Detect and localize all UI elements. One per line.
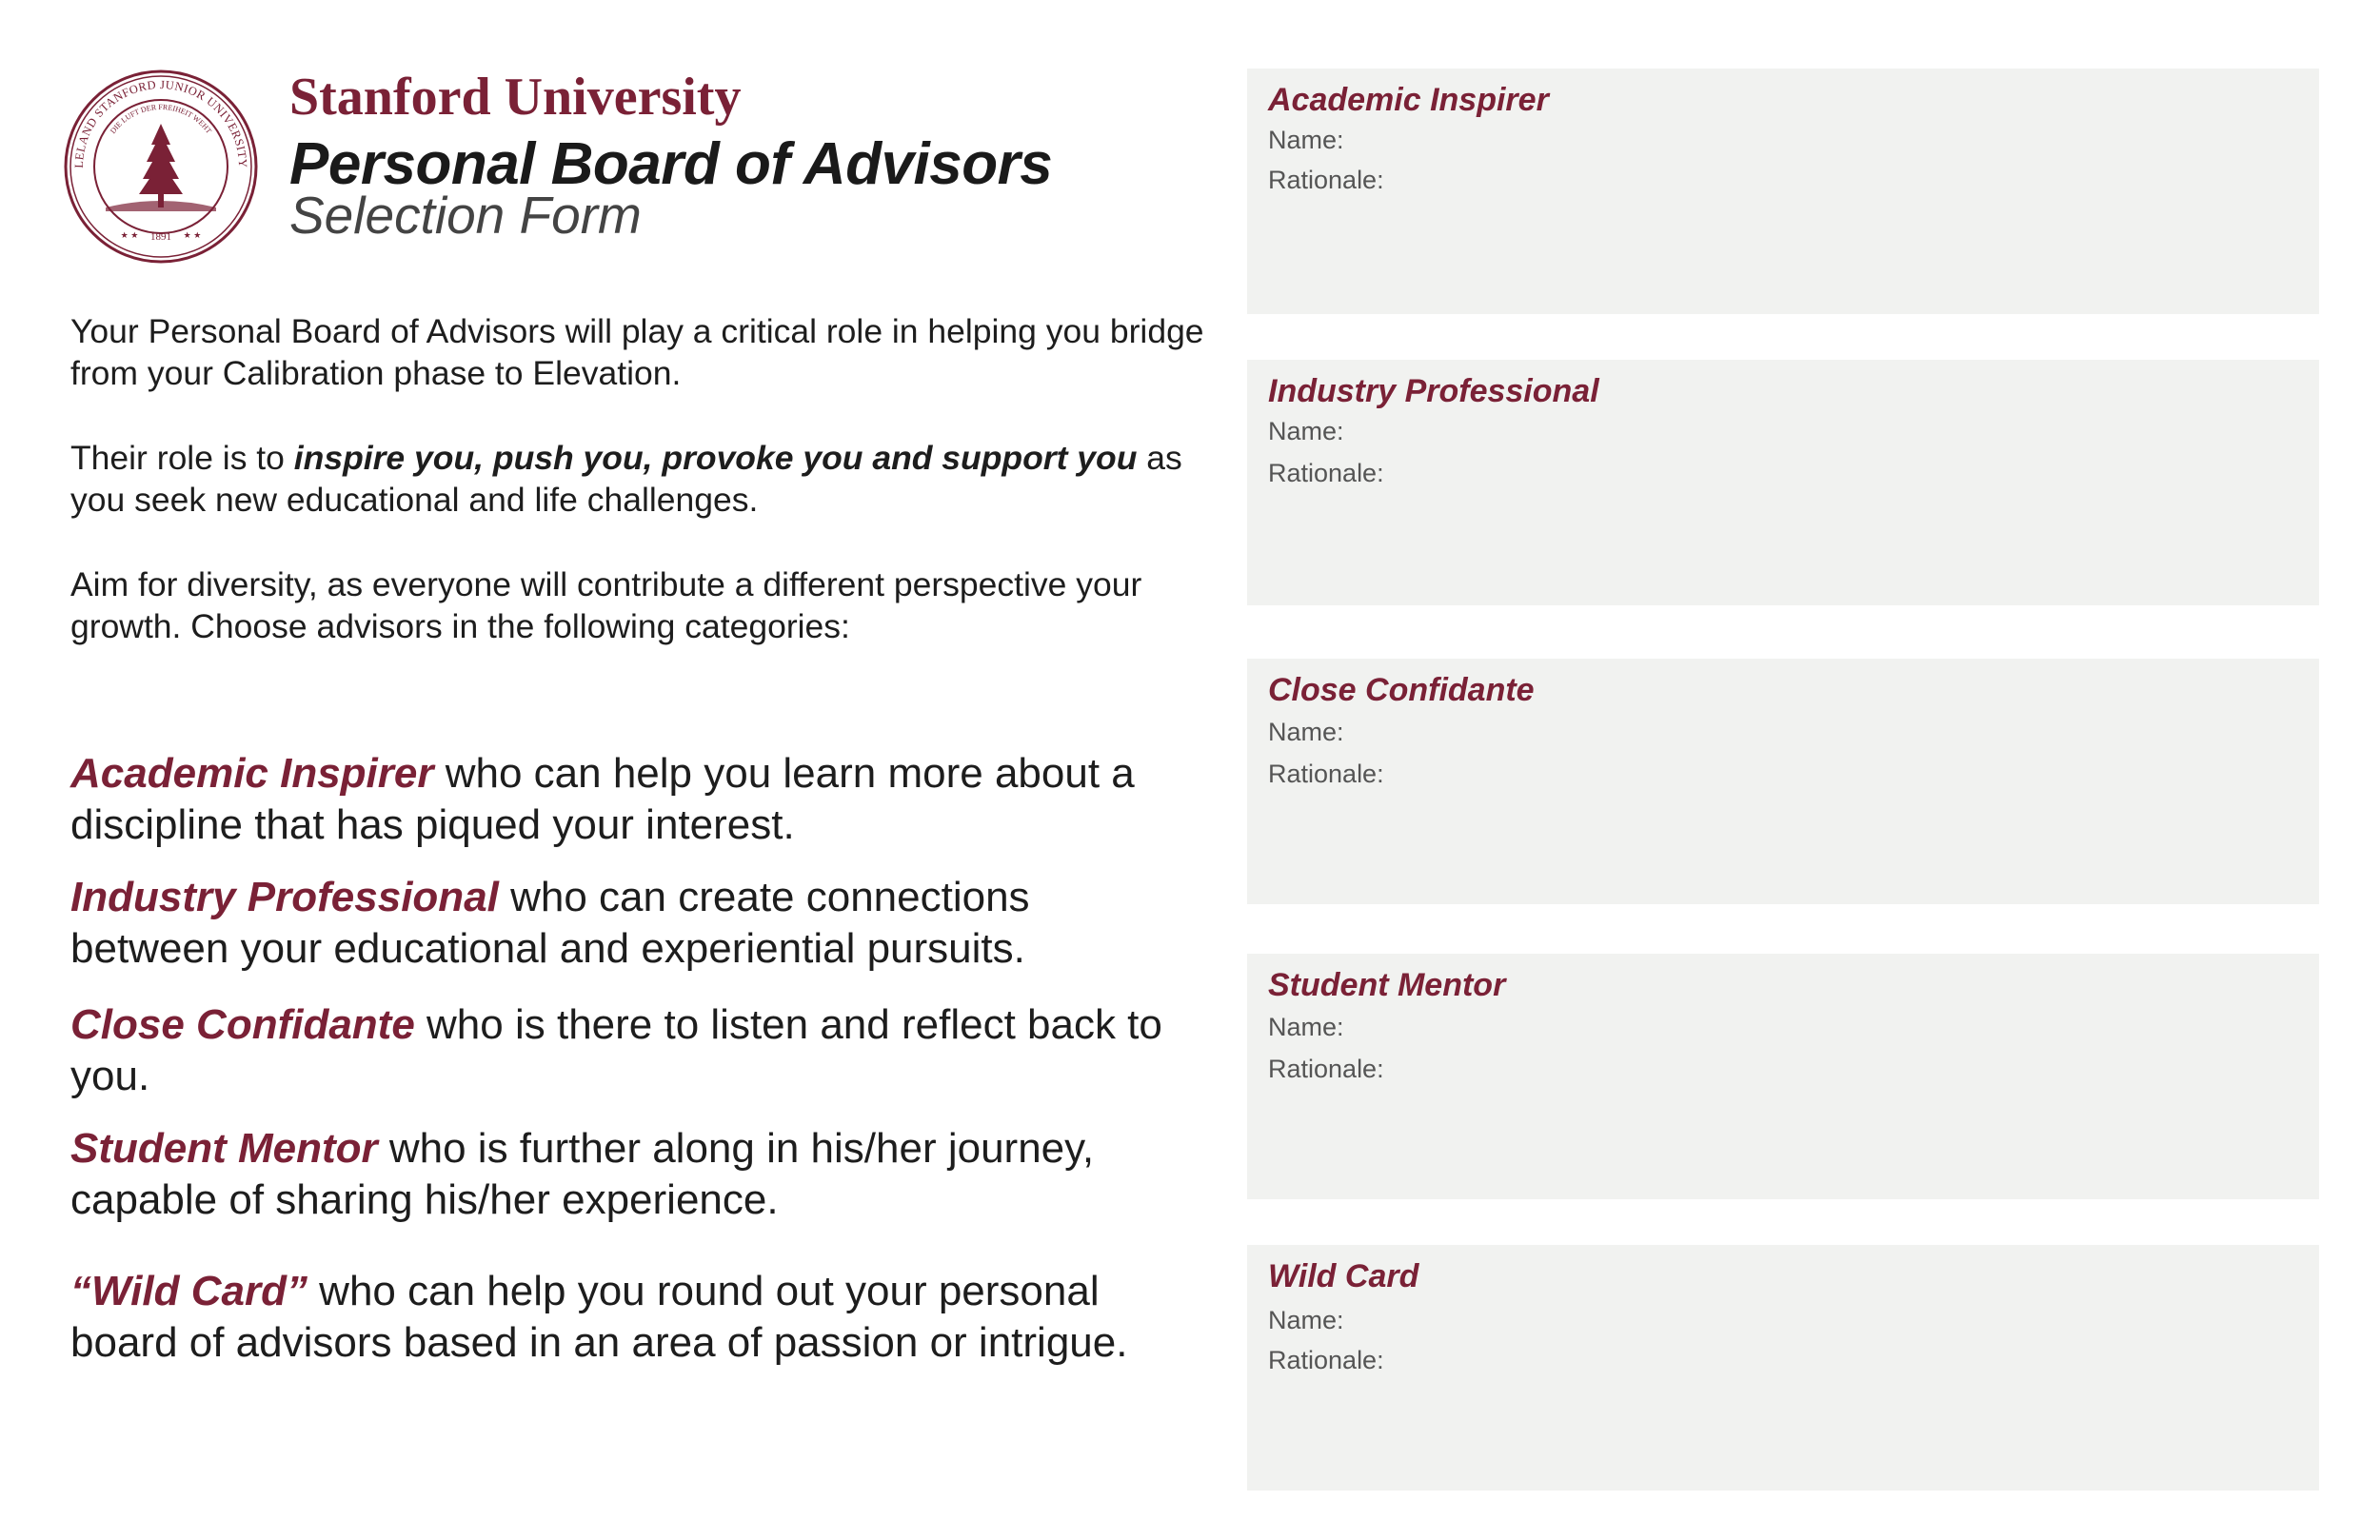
advisor-box-student-mentor[interactable] [1247, 954, 2319, 1199]
category-desc: who can help you round out your personal board of advisors based in an area of passion or intrigue. [70, 1268, 1128, 1366]
advisor-box-industry-professional[interactable] [1247, 360, 2319, 605]
rationale-field-label[interactable]: Rationale: [1268, 1346, 1384, 1374]
category-desc: who can create connections between your educational and experiential pursuits. [70, 874, 1030, 972]
svg-text:★ ★: ★ ★ [183, 230, 202, 240]
category-item [70, 872, 1194, 975]
advisor-box-academic-inspirer[interactable] [1247, 69, 2319, 314]
name-field-label[interactable]: Name: [1268, 718, 1344, 746]
name-field-label[interactable]: Name: [1268, 1306, 1344, 1334]
category-item [70, 999, 1194, 1102]
stanford-seal-logo [63, 69, 259, 265]
category-desc: who can help you learn more about a discipline that has piqued your interest. [70, 750, 1135, 848]
intro-paragraph-3: Aim for diversity, as everyone will contribute a different perspective your growth. Choose advisors in the following categories: [70, 565, 1142, 645]
category-list [70, 748, 1194, 1369]
rationale-field-label[interactable]: Rationale: [1268, 166, 1384, 194]
svg-text:DIE LUFT DER FREIHEIT WEHT: DIE LUFT DER FREIHEIT WEHT [109, 102, 213, 136]
category-item [70, 748, 1194, 851]
category-name: Industry Professional [70, 874, 499, 920]
box-title: Industry Professional [1268, 373, 1599, 409]
svg-text:1891: 1891 [150, 231, 171, 243]
category-name: “Wild Card” [70, 1268, 307, 1314]
page-title: Personal Board of Advisors [289, 131, 1053, 197]
intro-p2-emphasis: inspire you, push you, provoke you and support you [293, 439, 1138, 477]
name-field-label[interactable]: Name: [1268, 126, 1344, 154]
header [289, 63, 1052, 244]
box-title: Close Confidante [1268, 672, 1535, 708]
advisor-box-wild-card[interactable] [1247, 1245, 2319, 1491]
svg-text:LELAND STANFORD JUNIOR UNIVERS: LELAND STANFORD JUNIOR UNIVERSITY [71, 77, 250, 168]
category-item [70, 1123, 1194, 1226]
category-item [70, 1266, 1194, 1369]
rationale-field-label[interactable]: Rationale: [1268, 459, 1384, 487]
rationale-field-label[interactable]: Rationale: [1268, 760, 1384, 788]
university-name: Stanford University [289, 68, 742, 127]
svg-text:★ ★: ★ ★ [120, 230, 139, 240]
name-field-label[interactable]: Name: [1268, 417, 1344, 445]
box-title: Wild Card [1268, 1258, 1419, 1294]
category-desc: who is further along in his/her journey, capable of sharing his/her experience. [70, 1125, 1095, 1223]
category-desc: who is there to listen and reflect back to you. [70, 1001, 1162, 1099]
rationale-field-label[interactable]: Rationale: [1268, 1055, 1384, 1083]
box-title: Student Mentor [1268, 967, 1506, 1003]
intro-paragraph-2 [70, 437, 1213, 521]
advisor-box-close-confidante[interactable] [1247, 659, 2319, 904]
page-subtitle: Selection Form [289, 186, 642, 245]
intro-paragraph-1: Your Personal Board of Advisors will play a critical role in helping you bridge from your Calibration phase to Elevation. [70, 312, 1204, 392]
intro-p2-after: as you seek new educational and life challenges. [70, 439, 1182, 519]
category-name: Student Mentor [70, 1125, 378, 1172]
category-name: Academic Inspirer [70, 750, 434, 797]
intro-text [70, 310, 1213, 690]
intro-p2-before: Their role is to [70, 439, 294, 477]
name-field-label[interactable]: Name: [1268, 1013, 1344, 1041]
category-name: Close Confidante [70, 1001, 415, 1048]
box-title: Academic Inspirer [1268, 82, 1549, 118]
